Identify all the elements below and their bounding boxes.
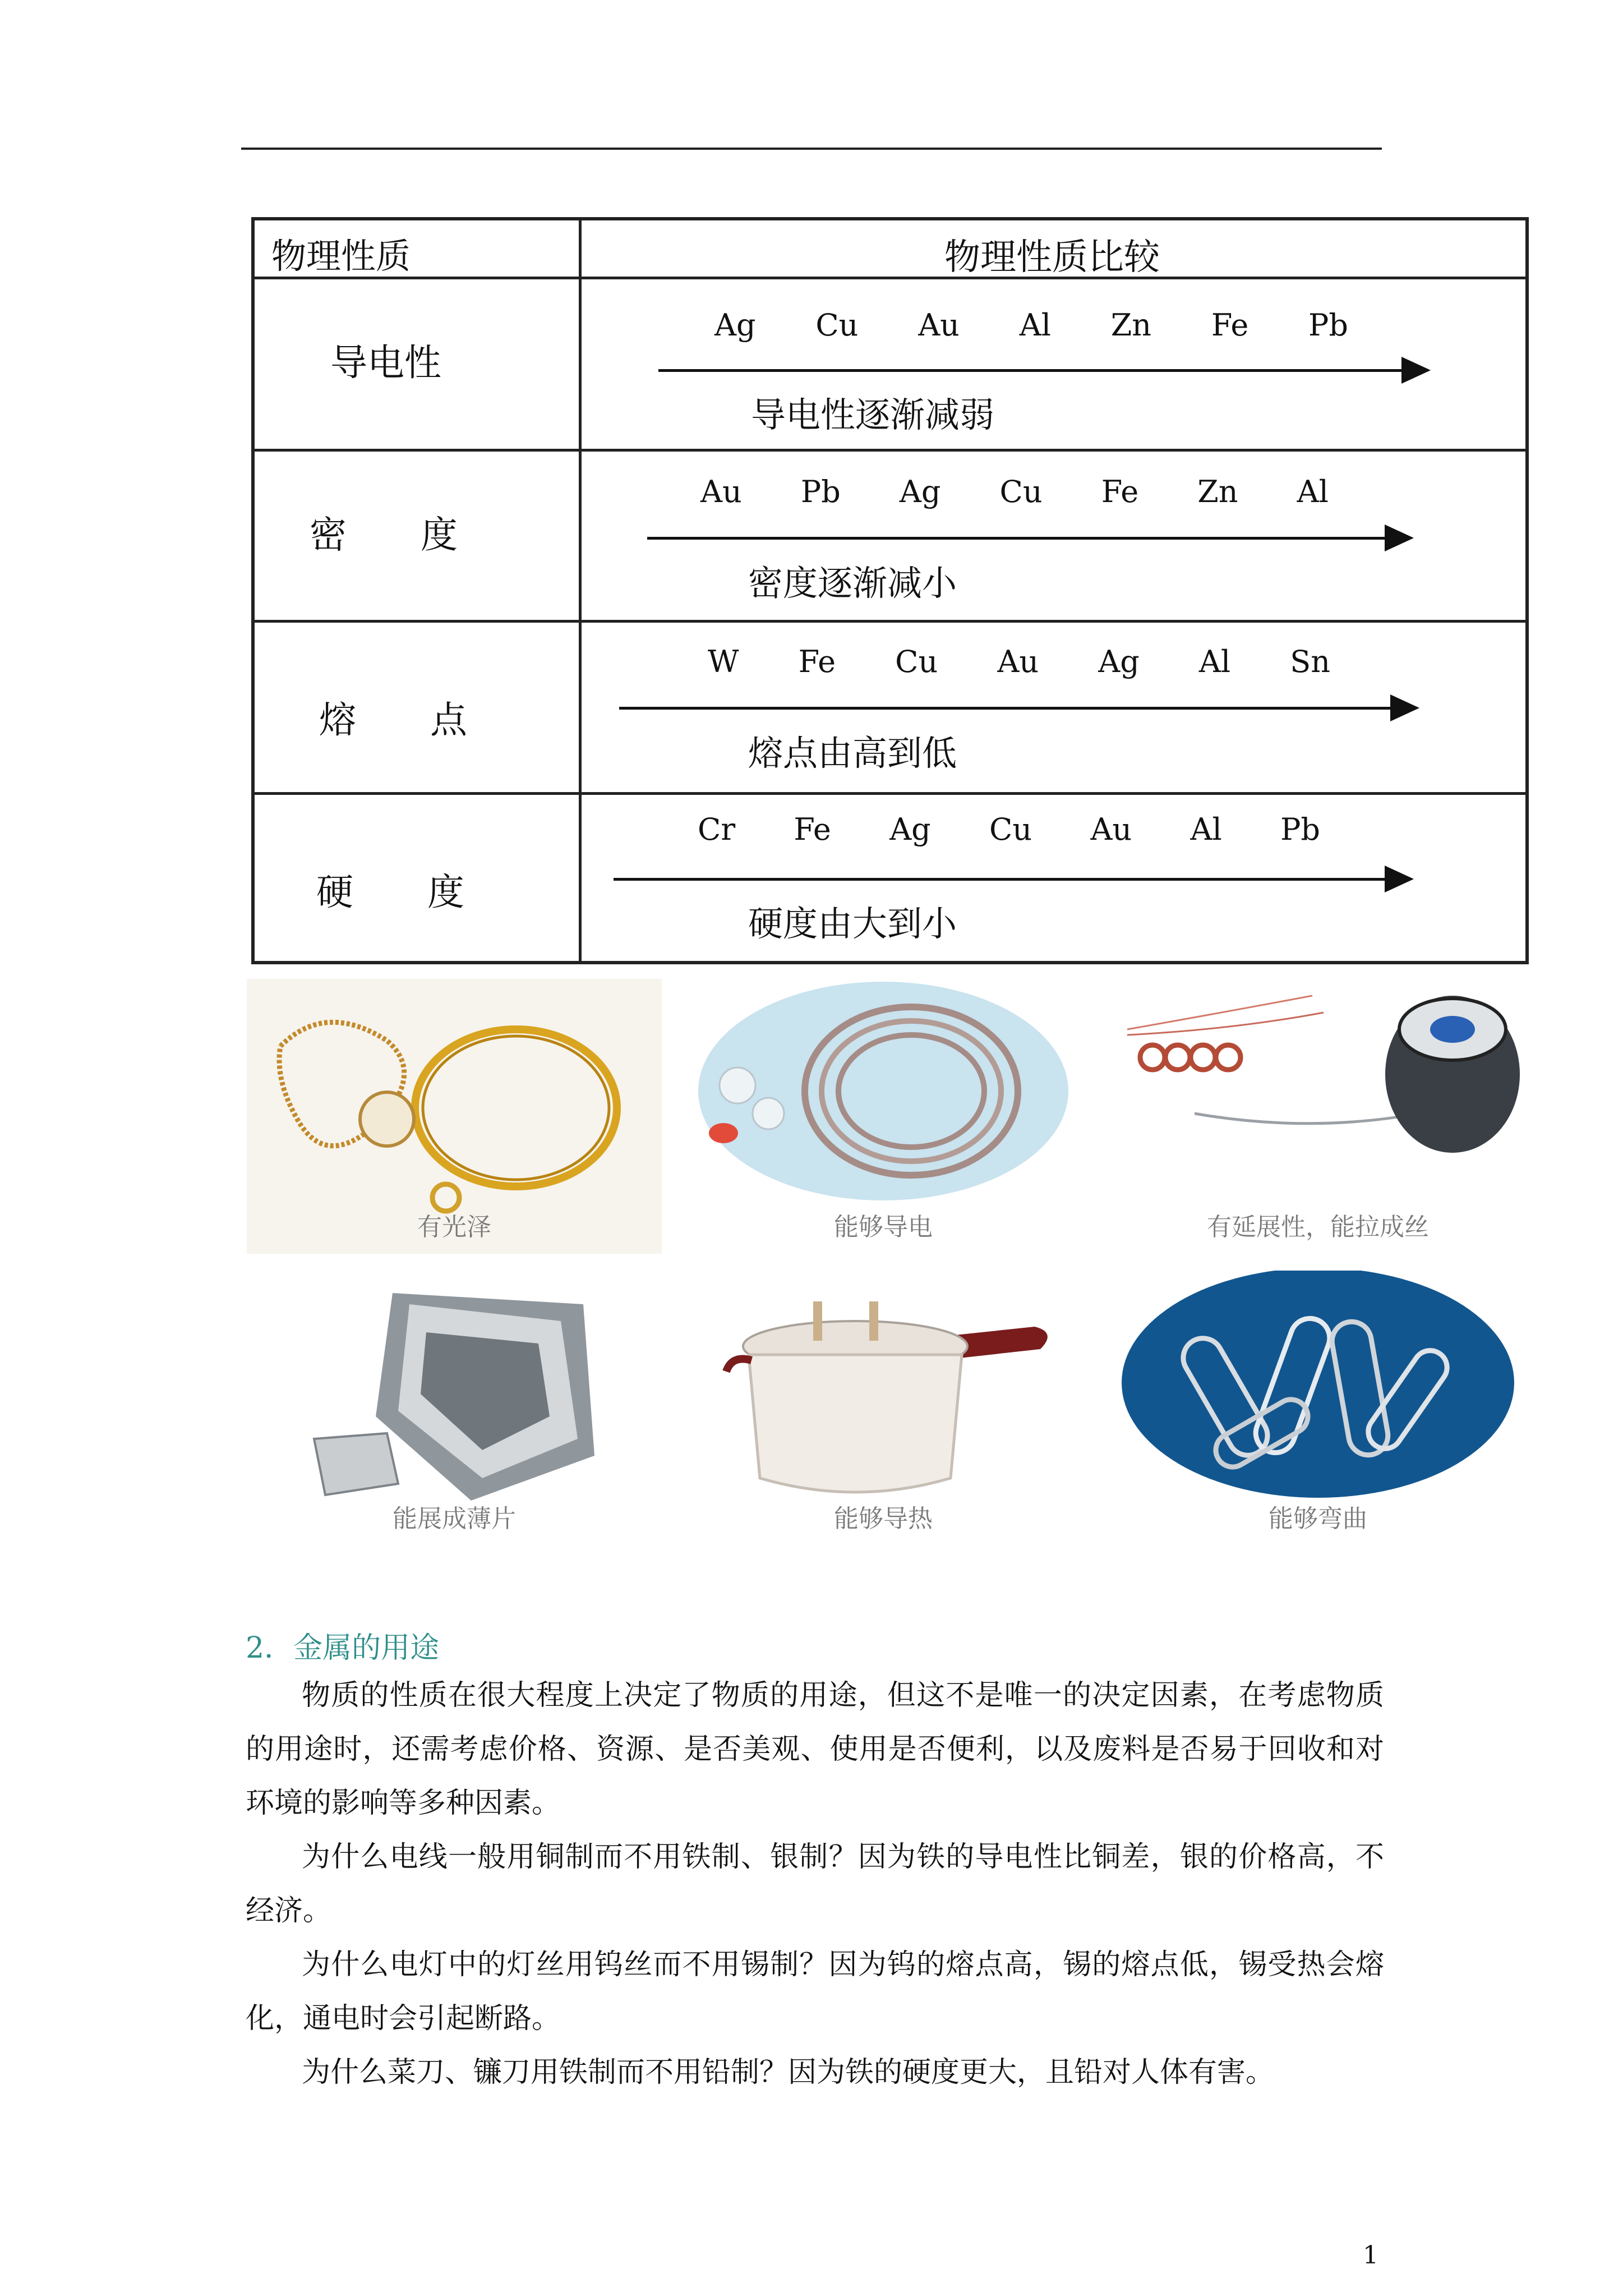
element-symbol: Pb: [1280, 812, 1320, 847]
element-symbol: W: [708, 644, 739, 679]
table-row-melting-point: [255, 623, 1525, 795]
element-sequence: [714, 307, 1348, 343]
photo-caption: 能够导电: [834, 1213, 933, 1241]
paragraph: 物质的性质在很大程度上决定了物质的用途，但这不是唯一的决定因素，在考虑物质的用途时，还需考虑价格、资源、是否美观、使用是否便利，以及废料是否易于回收和对环境的影响等多种因素。: [246, 1679, 1384, 1820]
trend-label: 硬度由大到小: [748, 903, 957, 944]
paragraph: 为什么电灯中的灯丝用钨丝而不用锡制？因为钨的熔点高，锡的熔点低，锡受热会熔化，通电时会引起断路。: [246, 1948, 1384, 2035]
trend-label: 密度逐渐减小: [748, 563, 957, 604]
photo-caption: 能够弯曲: [1269, 1504, 1367, 1533]
trend-label: 导电性逐渐减弱: [751, 394, 995, 435]
table-row-conductivity: [255, 279, 1525, 452]
element-symbol: Cu: [815, 307, 859, 343]
table-row-hardness: [255, 795, 1525, 964]
element-symbol: Zn: [1197, 474, 1238, 509]
trend-arrow-line: [647, 537, 1387, 540]
trend-label: 熔点由高到低: [748, 733, 957, 774]
element-symbol: Fe: [794, 812, 831, 847]
element-sequence: [698, 812, 1320, 847]
section-heading: 2．金属的用途: [246, 1631, 440, 1665]
trend-arrow-line: [619, 707, 1393, 710]
element-symbol: Ag: [714, 307, 756, 343]
header-physical-property: 物理性质: [271, 236, 411, 277]
photo-caption: 有光泽: [417, 1213, 491, 1241]
element-sequence: [708, 644, 1330, 679]
element-symbol: Ag: [1098, 644, 1140, 679]
arrow-head-icon: [1390, 694, 1419, 721]
element-symbol: Au: [700, 474, 742, 509]
photo-conductivity: [676, 979, 1091, 1254]
element-symbol: Fe: [1101, 474, 1139, 509]
row-name: 硬 度: [316, 871, 464, 914]
element-symbol: Au: [997, 644, 1039, 679]
element-symbol: Zn: [1110, 307, 1152, 343]
row-name: 密 度: [310, 513, 458, 556]
element-symbol: Cu: [999, 474, 1043, 509]
element-symbol: Au: [1090, 812, 1132, 847]
trend-arrow-line: [658, 369, 1404, 372]
photo-caption: 能展成薄片: [393, 1504, 516, 1533]
photo-malleability: [247, 1271, 662, 1545]
element-sequence: [700, 474, 1329, 509]
photo-thermal-conductivity: [676, 1271, 1091, 1545]
arrow-head-icon: [1401, 357, 1431, 384]
header-rule: [241, 148, 1382, 150]
photo-luster: [247, 979, 662, 1254]
element-symbol: Ag: [899, 474, 941, 509]
element-symbol: Cr: [698, 812, 736, 847]
element-symbol: Au: [918, 307, 960, 343]
arrow-head-icon: [1385, 524, 1414, 551]
element-symbol: Fe: [1211, 307, 1249, 343]
page-number: 1: [1363, 2241, 1378, 2270]
element-symbol: Cu: [895, 644, 938, 679]
metal-properties-photos: [247, 979, 1531, 1551]
photo-flexibility: [1110, 1271, 1525, 1545]
element-symbol: Al: [1190, 812, 1222, 847]
element-symbol: Al: [1019, 307, 1051, 343]
element-symbol: Sn: [1290, 644, 1330, 679]
arrow-head-icon: [1385, 866, 1414, 892]
element-symbol: Al: [1297, 474, 1329, 509]
row-name: 导电性: [330, 341, 441, 384]
trend-arrow-line: [614, 878, 1387, 881]
table-row-density: [255, 452, 1525, 623]
properties-table: [251, 217, 1529, 964]
paragraph: 为什么菜刀、镰刀用铁制而不用铅制？因为铁的硬度更大，且铅对人体有害。: [302, 2056, 1275, 2089]
element-symbol: Al: [1198, 644, 1231, 679]
photo-caption: 有延展性，能拉成丝: [1207, 1213, 1429, 1241]
element-symbol: Pb: [1308, 307, 1348, 343]
element-symbol: Cu: [989, 812, 1032, 847]
paragraph: 为什么电线一般用铜制而不用铁制、银制？因为铁的导电性比铜差，银的价格高，不经济。: [246, 1841, 1384, 1927]
element-symbol: Ag: [889, 812, 931, 847]
element-symbol: Fe: [798, 644, 836, 679]
element-symbol: Pb: [800, 474, 841, 509]
photo-caption: 能够导热: [834, 1504, 933, 1533]
header-property-comparison: 物理性质比较: [944, 237, 1160, 278]
photo-ductility: [1110, 979, 1525, 1254]
table-header-row: [255, 220, 1525, 279]
row-name: 熔 点: [319, 698, 467, 742]
